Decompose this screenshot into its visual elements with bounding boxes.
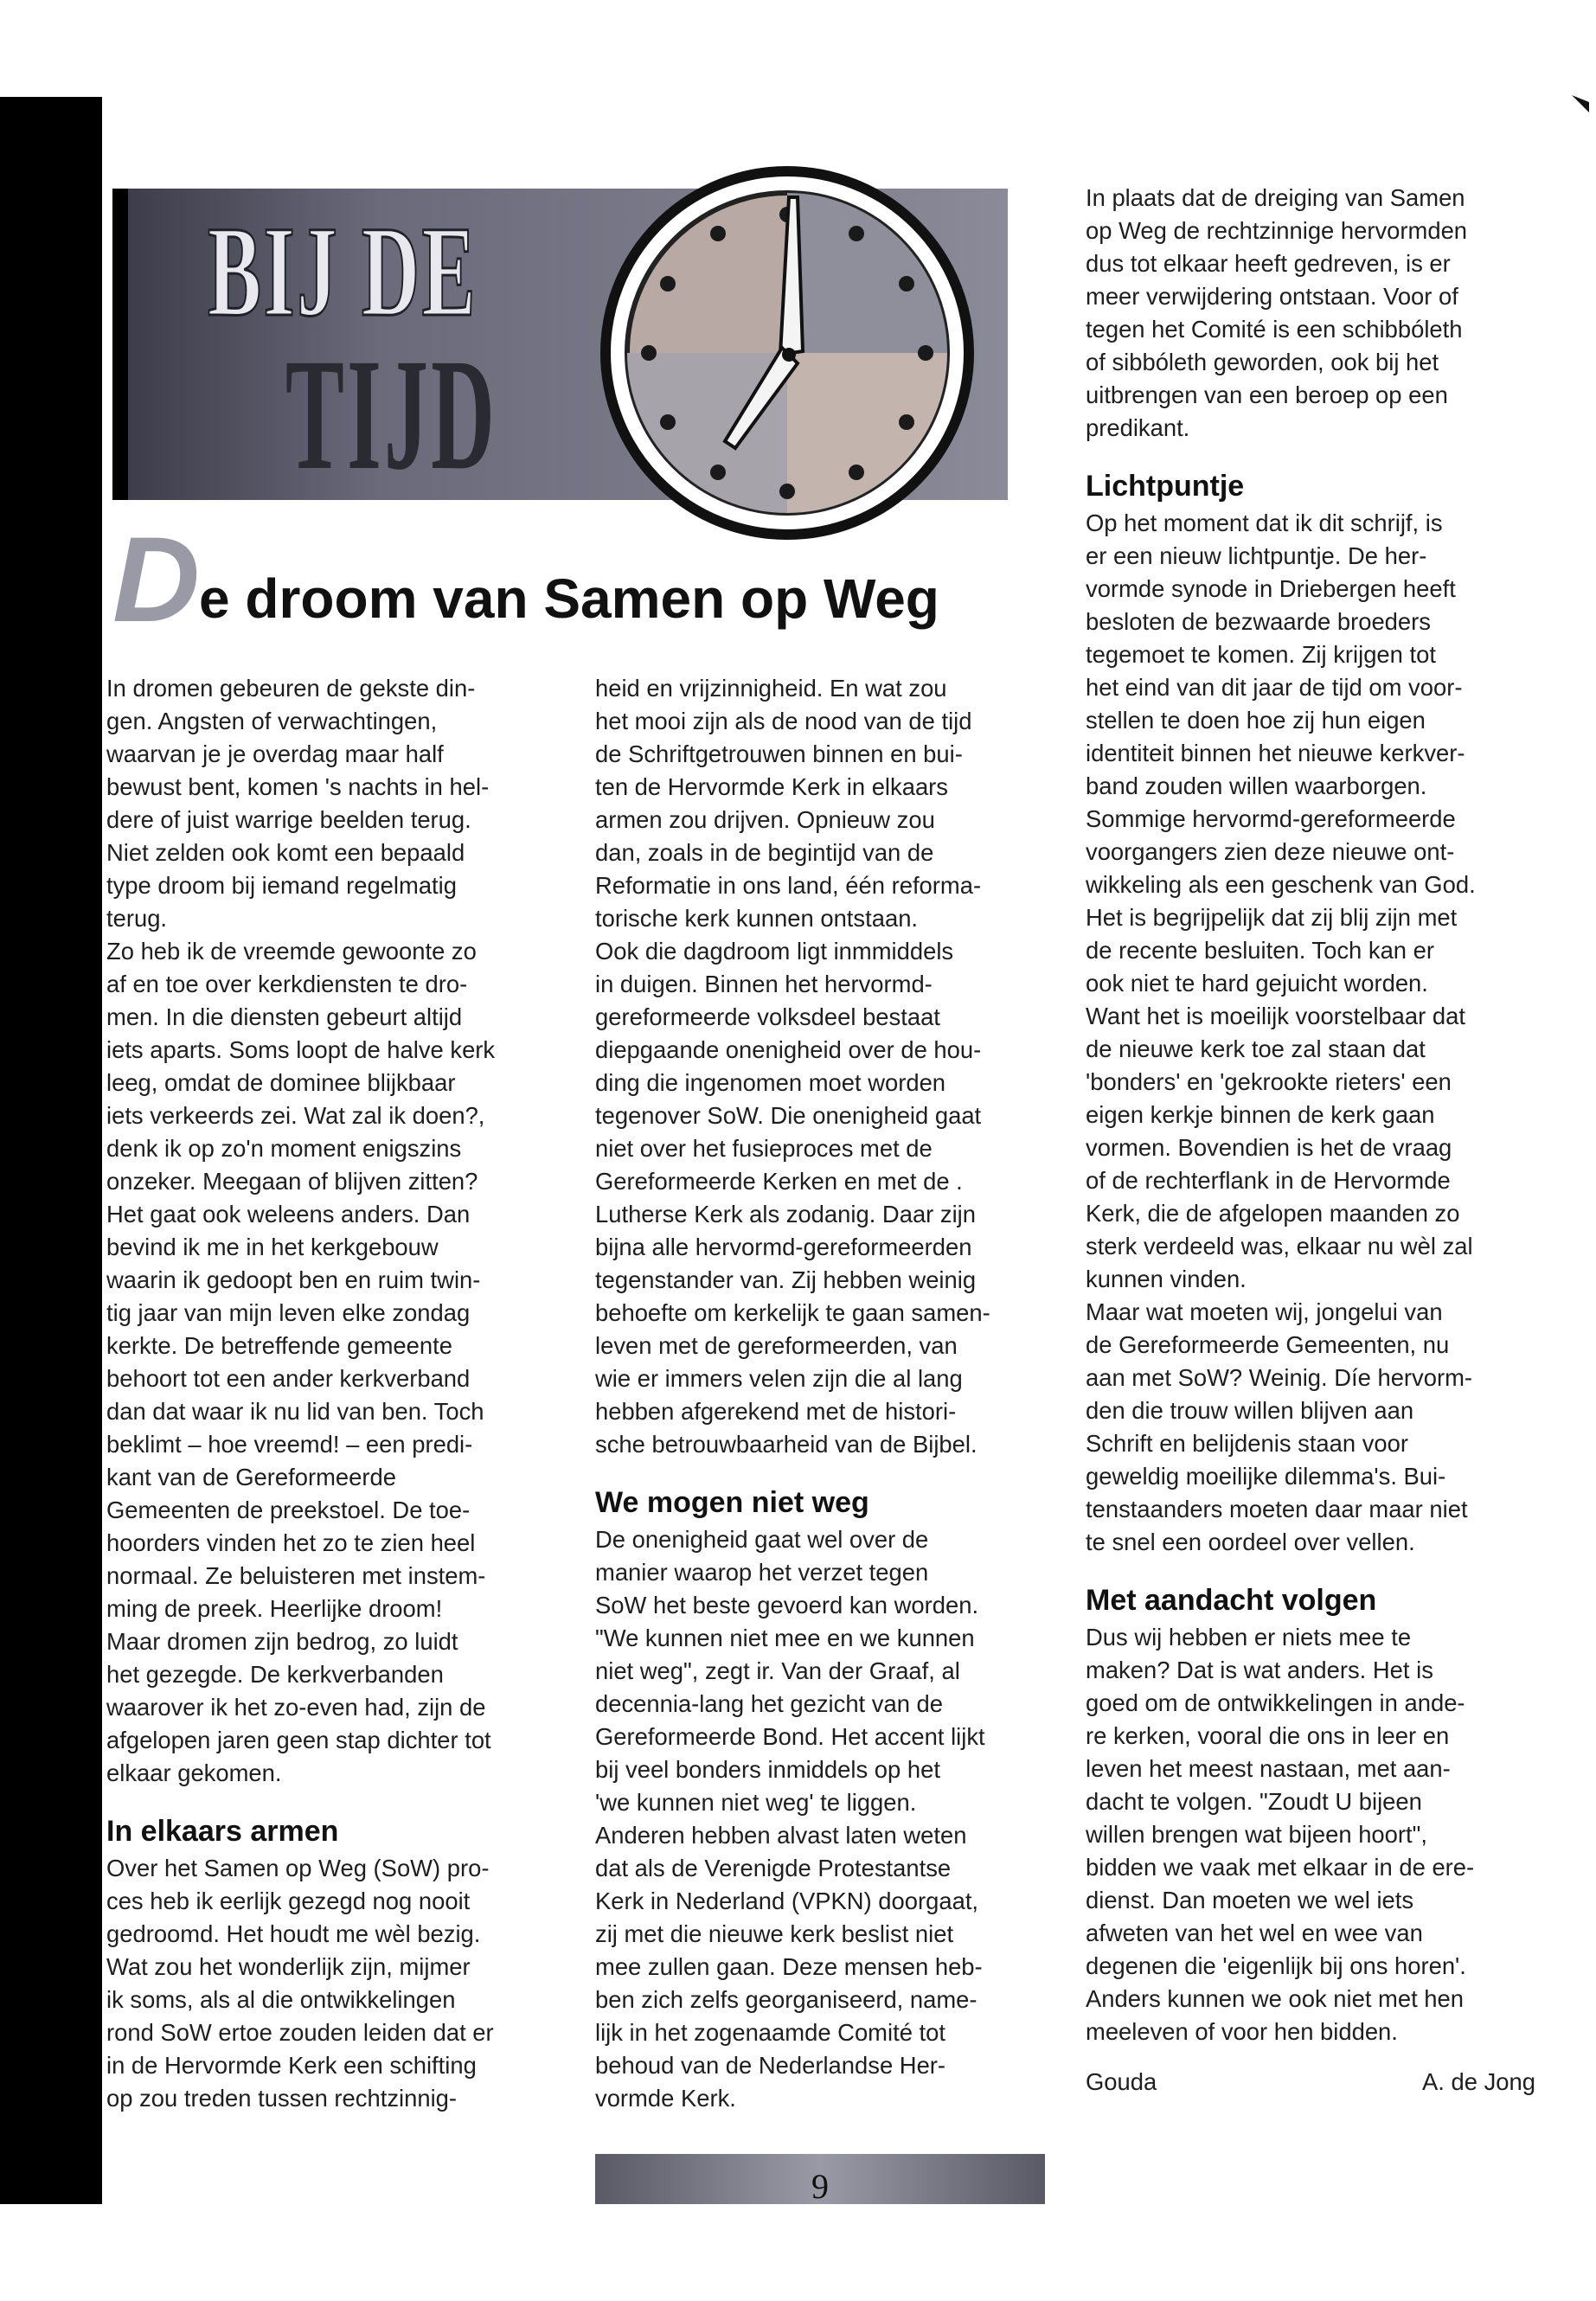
article-column-1	[106, 672, 565, 2115]
scan-margin-bottom	[0, 2204, 1596, 2301]
paragraph: Zo heb ik de vreemde gewoonte zo af en toe over kerkdiensten te dro- men. In die diensten gebeurt altijd iets aparts. Soms loopt de halve kerk leeg, omdat de dominee blijkbaar iets verkeerds zei. Wat zal ik doen?, denk ik op zo'n moment enigszins onzeker. Meegaan of blijven zitten? Het gaat ook weleens anders. Dan bevind ik me in het kerkgebouw waarin ik gedoopt ben en ruim twin- tig jaar van mijn leven elke zondag kerkte. De betreffende gemeente behoort tot een ander kerkverband dan dat waar ik nu lid van ben. Toch beklimt – hoe vreemd! – een predi- kant van de Gereformeerde Gemeenten de preekstoel. De toe- hoorders vinden het zo te zien heel normaal. Ze beluisteren met instem- ming de preek. Heerlijke droom! Maar dromen zijn bedrog, zo luidt het gezegde. De kerkverbanden waarover ik het zo-even had, zijn de afgelopen jaren geen stap dichter tot elkaar gekomen.	[106, 938, 496, 1786]
paragraph: De onenigheid gaat wel over de manier waarop het verzet tegen SoW het beste gevoerd kan worden. "We kunnen niet mee en we kunnen niet weg", zegt ir. Van der Graaf, al decennia-lang het gezicht van de Gereformeerde Bond. Het accent lijkt bij veel bonders inmiddels op het 'we kunnen niet weg' te liggen. Anderen hebben alvast laten weten dat als de Verenigde Protestantse Kerk in Nederland (VPKN) doorgaat, zij met die nieuwe kerk beslist niet mee zullen gaan. Deze mensen heb- ben zich zelfs georganiseerd, name- lijk in het zogenaamde Comité tot behoud van de Nederlandse Her- vormde Kerk.	[595, 1526, 985, 2112]
banner-title-line2: TIJD	[285, 326, 498, 503]
paragraph: Over het Samen op Weg (SoW) pro- ces heb ik eerlijk gezegd nog nooit gedroomd. Het houdt me wèl bezig. Wat zou het wonderlijk zijn, mijmer ik soms, als al die ontwikkelingen rond SoW ertoe zouden leiden dat er in de Hervormde Kerk een schifting op zou treden tussen rechtzinnig-	[106, 1855, 494, 2112]
article-column-3	[1086, 182, 1553, 2100]
signature-place: Gouda	[1086, 2068, 1157, 2095]
headline-text: e droom van Samen op Weg	[199, 567, 939, 630]
article-column-2	[595, 672, 1054, 2115]
article-headline	[112, 511, 1064, 657]
signature-line	[1086, 2066, 1535, 2100]
scan-binding-edge	[0, 97, 102, 2204]
paragraph: Ook die dagdroom ligt inmmiddels in duigen. Binnen het hervormd- gereformeerde volksdeel bestaat diepgaande onenigheid over de hou- ding die ingenomen moet worden tegenover SoW. Die onenigheid gaat niet over het fusieproces met de Gereformeerde Kerken en met de . Lutherse Kerk als zodanig. Daar zijn bijna alle hervormd-gereformeerden tegenstander van. Zij hebben weinig behoefte om kerkelijk te gaan samen- leven met de gereformeerden, van wie er immers velen zijn die al lang hebben afgerekend met de histori- sche betrouwbaarheid van de Bijbel.	[595, 938, 990, 1458]
paragraph: In dromen gebeuren de gekste din- gen. Angsten of verwachtingen, waarvan je je overdag maar half bewust bent, komen 's nachts in hel- dere of juist warrige beelden terug. Niet zelden ook komt een bepaald type droom bij iemand regelmatig terug.	[106, 675, 490, 932]
subheading-we-mogen-niet-weg: We mogen niet weg	[595, 1486, 869, 1519]
banner-title-line1: BIJ DE	[208, 200, 478, 343]
paragraph: Dus wij hebben er niets mee te maken? Dat is wat anders. Het is goed om de ontwikkelingen in ande- re kerken, vooral die ons in leer en leven het meest nastaan, met aan- dacht te volgen. "Zoudt U bijeen willen brengen wat bijeen hoort", bidden we vaak met elkaar in de ere- dienst. Dan moeten we wel iets afweten van het wel en wee van degenen die 'eigenlijk bij ons horen'. Anders kunnen we ook niet met hen meeleven of voor hen bidden.	[1086, 1624, 1475, 2045]
paragraph: Maar wat moeten wij, jongelui van de Gereformeerde Gemeenten, nu aan met SoW? Weinig. Díe hervorm- den die trouw willen blijven aan Schrift en belijdenis staan voor geweldig moeilijke dilemma's. Bui- tenstaanders moeten daar maar niet te snel een oordeel over vellen.	[1086, 1298, 1473, 1555]
clock-icon	[597, 163, 977, 543]
corner-mark	[1572, 95, 1589, 112]
signature-author: A. de Jong	[1422, 2068, 1535, 2095]
page-number-bar	[595, 2154, 1045, 2204]
drop-cap: D	[112, 511, 201, 647]
paragraph: In plaats dat de dreiging van Samen op Weg de rechtzinnige hervormden dus tot elkaar heeft gedreven, is er meer verwijdering ontstaan. Voor of tegen het Comité is een schibbóleth of sibbóleth geworden, ook bij het uitbrengen van een beroep op een predikant.	[1086, 184, 1468, 441]
page-number: 9	[811, 2167, 829, 2206]
subheading-lichtpuntje: Lichtpuntje	[1086, 470, 1245, 503]
scan-margin-top	[0, 0, 1596, 97]
subheading-met-aandacht-volgen: Met aandacht volgen	[1086, 1584, 1377, 1617]
section-banner	[112, 189, 1008, 503]
paragraph: Op het moment dat ik dit schrijf, is er een nieuw lichtpuntje. De her- vormde synode in Driebergen heeft besloten de bezwaarde broeders tegemoet te komen. Zij krijgen tot het eind van dit jaar de tijd om voor- stellen te doen hoe zij hun eigen identiteit binnen het nieuwe kerkver- band zouden willen waarborgen. Sommige hervormd-gereformeerde voorgangers zien deze nieuwe ont- wikkeling als een geschenk van God. Het is begrijpelijk dat zij blij zijn met de recente besluiten. Toch kan er ook niet te hard gejuicht worden. Want het is moeilijk voorstelbaar dat de nieuwe kerk toe zal staan dat 'bonders' en 'gekrookte rieters' een eigen kerkje binnen de kerk gaan vormen. Bovendien is het de vraag of de rechterflank in de Hervormde Kerk, die de afgelopen maanden zo sterk verdeeld was, elkaar nu wèl zal kunnen vinden.	[1086, 510, 1476, 1292]
subheading-in-elkaars-armen: In elkaars armen	[106, 1815, 339, 1848]
paragraph: heid en vrijzinnigheid. En wat zou het mooi zijn als de nood van de tijd de Schriftgetrouwen binnen en bui- ten de Hervormde Kerk in elkaars armen zou drijven. Opnieuw zou dan, zoals in de begintijd van de Reformatie in ons land, één reforma- torische kerk kunnen ontstaan.	[595, 675, 982, 932]
